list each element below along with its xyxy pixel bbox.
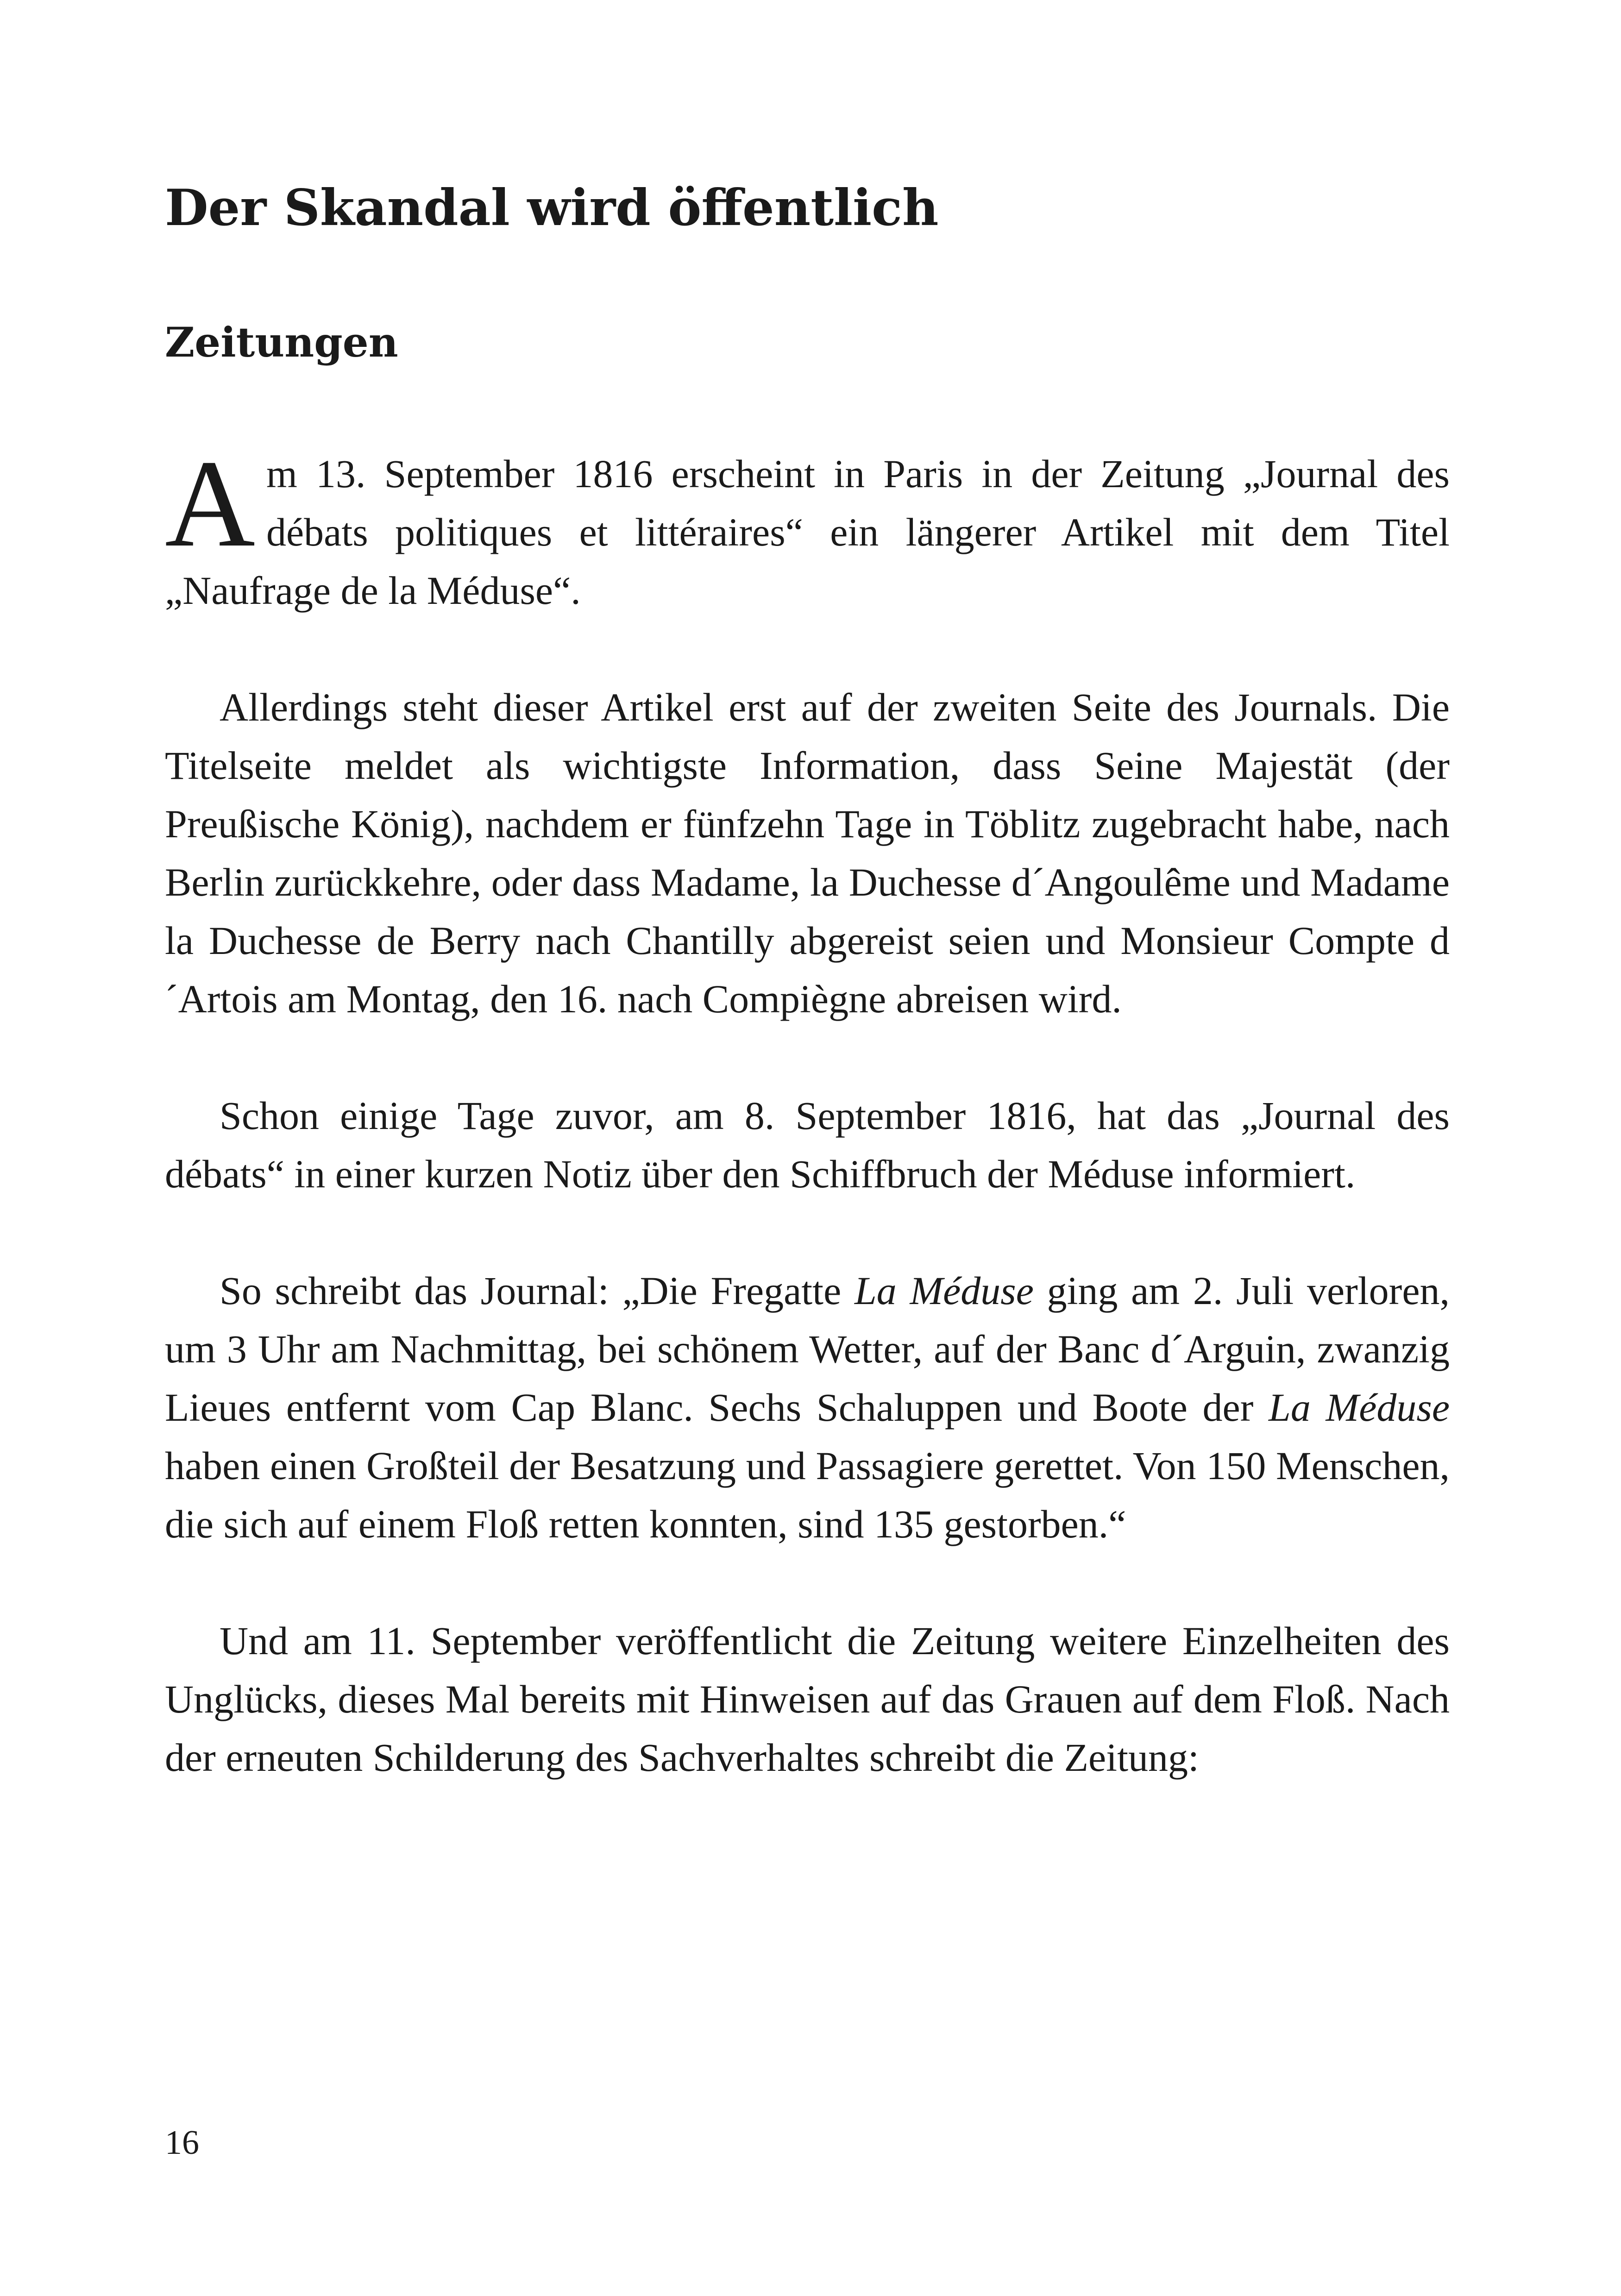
- paragraph-4-text-1: So schreibt das Journal: „Die Fregatte: [220, 1268, 854, 1313]
- paragraph-3: Schon einige Tage zuvor, am 8. September 1816, hat das „Journal des débats“ in einer kurzen Notiz über den Schiffbruch der Méduse informiert.: [165, 1093, 1450, 1196]
- paragraph-4-text-2: ging am 2. Juli verloren, um 3 Uhr am Nachmittag, bei schönem Wetter, auf der Banc d´Arguin, zwanzig Lieues entfernt vom Cap Blanc. Sechs Schaluppen und Boote der: [165, 1268, 1450, 1430]
- page-number: 16: [165, 2124, 199, 2162]
- paragraph-1-text: m 13. September 1816 erscheint in Paris in der Zeitung „Journal des débats politiques et littéraires“ ein längerer Artikel mit dem Titel „Naufrage de la Méduse“.: [165, 452, 1450, 613]
- chapter-title: Der Skandal wird öffentlich: [165, 179, 939, 237]
- paragraph-1: [165, 434, 1450, 620]
- drop-cap: A: [165, 434, 255, 573]
- paragraph-2: Allerdings steht dieser Artikel erst auf der zweiten Seite des Journals. Die Titelseite meldet als wichtigste Information, dass Seine Majestät (der Preußische König), nachdem er fünfzehn Tage in Töblitz zugebracht habe, nach Berlin zurückkehre, oder dass Madame, la Duchesse d´Angoulême und Madame la Duchesse de Berry nach Chantilly abgereist seien und Monsieur Compte d´Artois am Montag, den 16. nach Compiègne abreisen wird.: [165, 685, 1450, 1021]
- paragraph-4: [165, 1261, 1450, 1553]
- paragraph-5: Und am 11. September veröffentlicht die Zeitung weitere Einzelheiten des Unglücks, dieses Mal bereits mit Hinweisen auf das Grauen auf dem Floß. Nach der erneuten Schilderung des Sachverhaltes schreibt die Zeitung:: [165, 1618, 1450, 1780]
- ship-name-italic-2: La Méduse: [1269, 1385, 1450, 1430]
- ship-name-italic-1: La Méduse: [854, 1268, 1034, 1313]
- section-title: Zeitungen: [165, 318, 398, 366]
- paragraph-4-text-3: haben einen Großteil der Besatzung und Passagiere gerettet. Von 150 Menschen, die sich auf einem Floß retten konnten, sind 135 gestorben.“: [165, 1443, 1450, 1546]
- body-text: [165, 434, 1450, 1845]
